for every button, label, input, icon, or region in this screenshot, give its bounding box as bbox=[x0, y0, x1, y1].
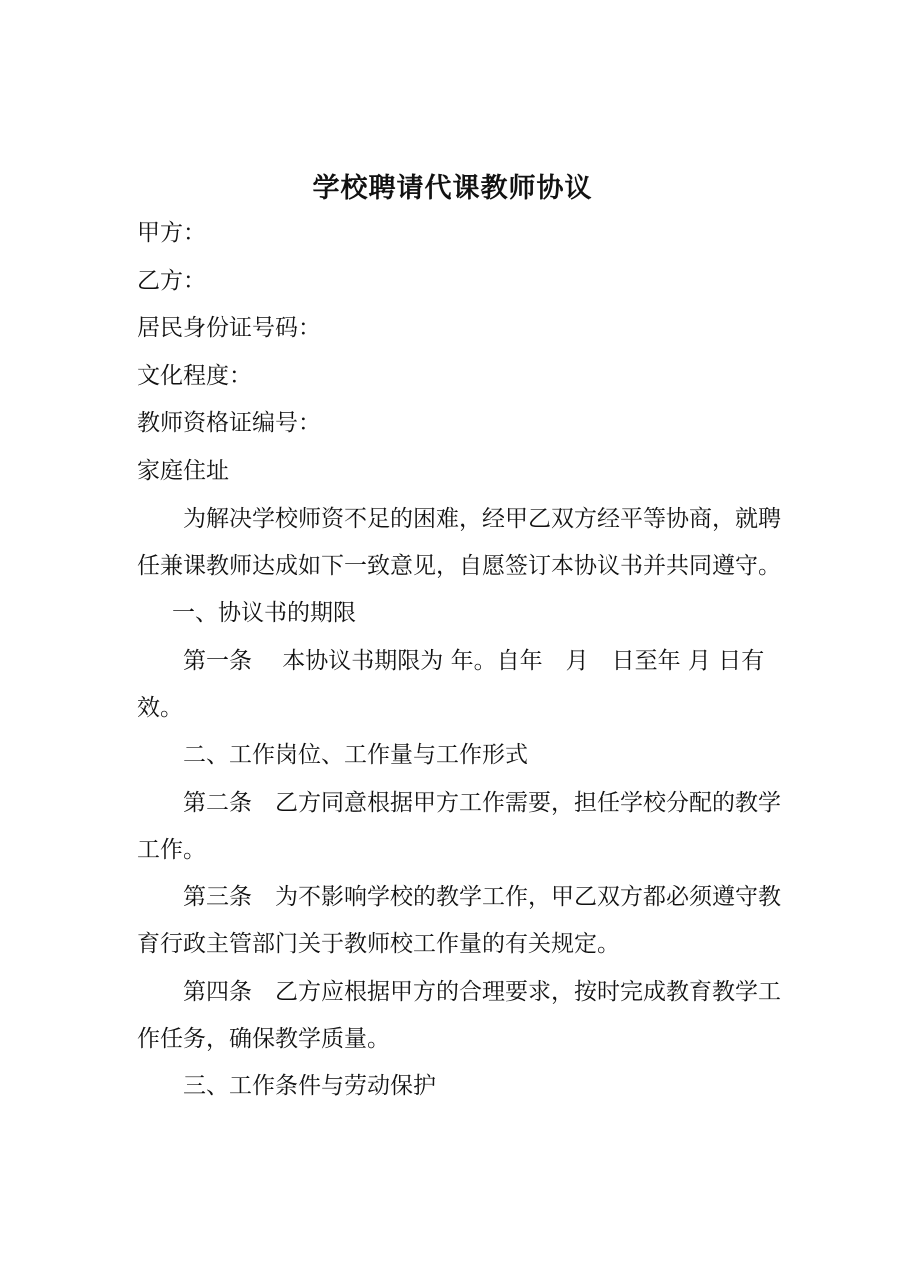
document-title: 学校聘请代课教师协议 bbox=[312, 173, 593, 204]
section-1-heading: 一、协议书的期限 bbox=[172, 600, 356, 626]
intro-line-2: 任兼课教师达成如下一致意见，自愿签订本协议书并共同遵守。 bbox=[137, 553, 781, 579]
section-3-heading: 三、工作条件与劳动保护 bbox=[183, 1073, 436, 1099]
article-2-line-2: 工作。 bbox=[137, 837, 206, 863]
field-teacher-cert: 教师资格证编号： bbox=[137, 410, 321, 436]
field-id-number: 居民身份证号码： bbox=[137, 315, 321, 341]
section-2-heading: 二、工作岗位、工作量与工作形式 bbox=[183, 742, 528, 768]
field-address: 家庭住址 bbox=[137, 458, 229, 484]
article-1-line-1: 第一条 本协议书期限为 年。自年 月 日至年 月 日有 bbox=[183, 648, 765, 674]
article-2-line-1: 第二条 乙方同意根据甲方工作需要，担任学校分配的教学 bbox=[183, 790, 781, 816]
field-party-b: 乙方： bbox=[137, 268, 206, 294]
intro-line-1: 为解决学校师资不足的困难，经甲乙双方经平等协商，就聘 bbox=[183, 506, 781, 532]
article-3-line-2: 育行政主管部门关于教师校工作量的有关规定。 bbox=[137, 931, 620, 957]
field-party-a: 甲方： bbox=[137, 220, 206, 246]
article-1-line-2: 效。 bbox=[137, 695, 183, 721]
article-4-line-2: 作任务，确保教学质量。 bbox=[137, 1026, 390, 1052]
article-3-line-1: 第三条 为不影响学校的教学工作，甲乙双方都必须遵守教 bbox=[183, 884, 781, 910]
field-education: 文化程度： bbox=[137, 363, 252, 389]
article-4-line-1: 第四条 乙方应根据甲方的合理要求，按时完成教育教学工 bbox=[183, 979, 781, 1005]
